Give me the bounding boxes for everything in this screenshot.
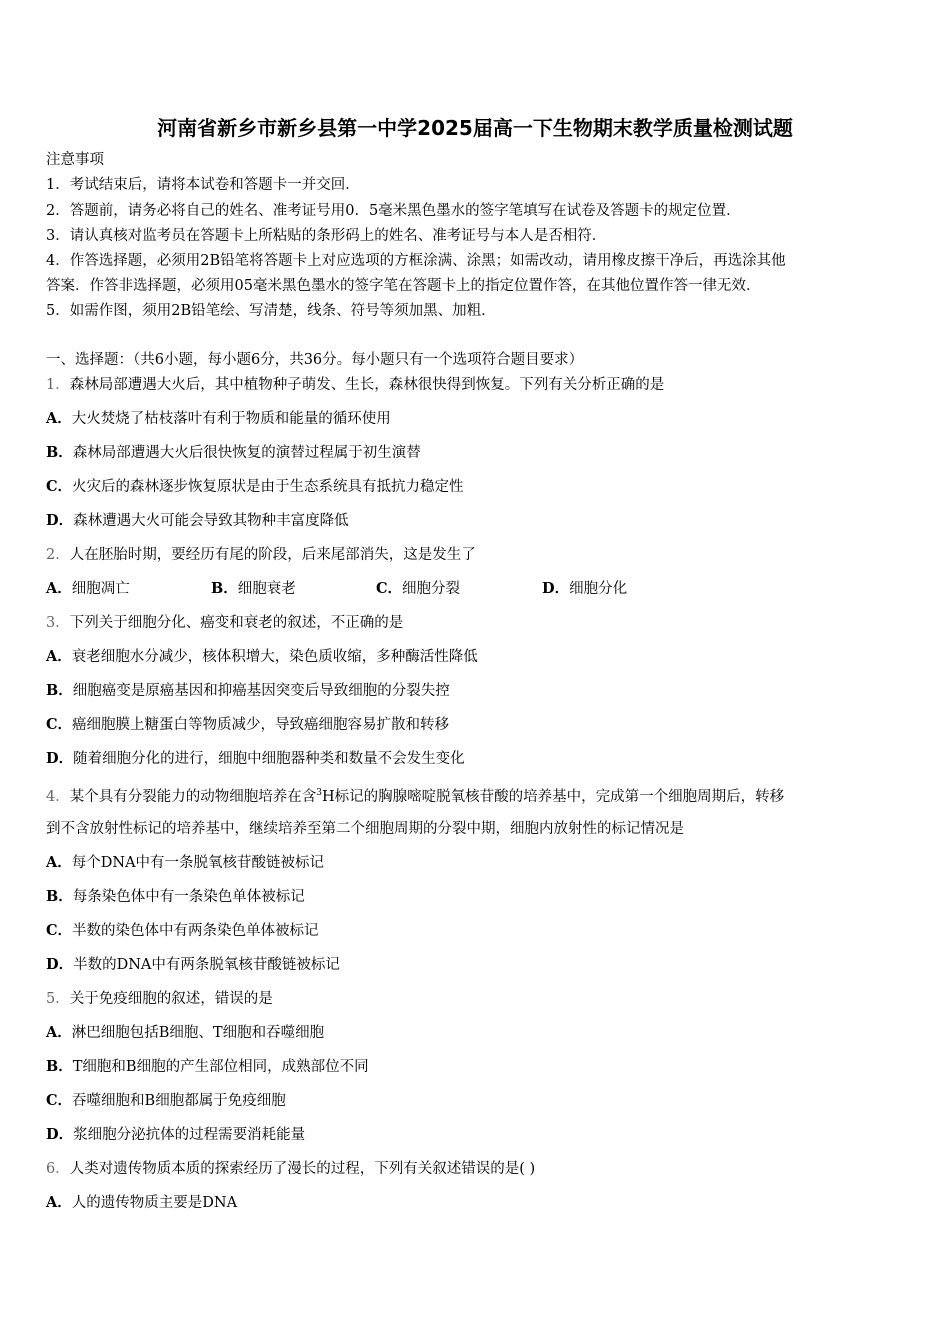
option-text: 吞噬细胞和B细胞都属于免疫细胞 (72, 1093, 286, 1109)
question-text: 人在胚胎时期，要经历有尾的阶段，后来尾部消失，这是发生了 (69, 547, 476, 563)
option-label: D． (46, 512, 74, 529)
option-text: 细胞衰老 (237, 581, 296, 597)
option-label: D． (46, 750, 74, 767)
question-6-stem (46, 1159, 535, 1179)
option-label: A． (46, 854, 72, 871)
option-text: 森林局部遭遇大火后很快恢复的演替过程属于初生演替 (72, 445, 421, 461)
option-label: C． (46, 478, 73, 495)
superscript: 3 (316, 788, 322, 798)
question-text: H标记的胸腺嘧啶脱氧核苷酸的培养基中，完成第一个细胞周期后，转移 (321, 789, 785, 805)
option-text: T细胞和B细胞的产生部位相同，成熟部位不同 (72, 1059, 369, 1075)
question-number: 5． (46, 991, 70, 1007)
option-label: C． (376, 580, 403, 597)
notice-item: 1．考试结束后，请将本试卷和答题卡一并交回． (46, 177, 360, 193)
option-text: 细胞癌变是原癌基因和抑癌基因突变后导致细胞的分裂失控 (72, 683, 450, 699)
option-label: A． (46, 1024, 72, 1041)
option-label: B． (211, 580, 238, 597)
option-text: 每个DNA中有一条脱氧核苷酸链被标记 (71, 855, 325, 871)
option-label: A． (46, 648, 72, 665)
page-title: 河南省新乡市新乡县第一中学2025届高一下生物期末教学质量检测试题 (157, 116, 793, 140)
option-text: 每条染色体中有一条染色单体被标记 (72, 889, 305, 905)
q5-option-b (46, 1057, 369, 1077)
option-label: B． (46, 888, 73, 905)
q2-option-b (211, 579, 296, 599)
question-4-stem (46, 783, 784, 807)
option-label: B． (46, 682, 73, 699)
option-label: C． (46, 716, 73, 733)
question-number: 3． (46, 615, 70, 631)
q1-option-d (46, 511, 349, 531)
q4-option-a (46, 853, 324, 873)
notice-item: 答案．作答非选择题，必须用05毫米黑色墨水的签字笔在答题卡上的指定位置作答，在其他位置作答一律无效． (46, 278, 761, 294)
option-text: 癌细胞膜上糖蛋白等物质减少，导致癌细胞容易扩散和转移 (72, 717, 450, 733)
q2-option-d (542, 579, 627, 599)
notice-item: 4．作答选择题，必须用2B铅笔将答题卡上对应选项的方框涂满、涂黑；如需改动，请用橡皮擦干净后，再选涂其他 (46, 253, 786, 269)
question-text: 人类对遗传物质本质的探索经历了漫长的过程，下列有关叙述错误的是( ) (69, 1161, 536, 1177)
option-text: 浆细胞分泌抗体的过程需要消耗能量 (73, 1127, 306, 1143)
question-number: 1． (46, 377, 70, 393)
question-2-stem (46, 545, 476, 565)
q2-option-c (376, 579, 460, 599)
q3-option-d (46, 749, 465, 769)
question-5-stem (46, 989, 273, 1009)
question-3-stem (46, 613, 403, 633)
option-text: 淋巴细胞包括B细胞、T细胞和吞噬细胞 (71, 1025, 325, 1041)
question-number: 6． (46, 1161, 70, 1177)
option-text: 细胞分裂 (402, 581, 461, 597)
question-text: 下列关于细胞分化、癌变和衰老的叙述，不正确的是 (69, 615, 404, 631)
option-text: 衰老细胞水分减少，核体积增大，染色质收缩，多种酶活性降低 (71, 649, 478, 665)
notice-item: 2．答题前，请务必将自己的姓名、准考证号用0．5毫米黑色墨水的签字笔填写在试卷及答题卡的规定位置． (46, 203, 741, 219)
question-number: 2． (46, 547, 70, 563)
option-text: 森林遭遇大火可能会导致其物种丰富度降低 (73, 513, 349, 529)
option-label: B． (46, 444, 73, 461)
question-4-stem-line2: 到不含放射性标记的培养基中，继续培养至第二个细胞周期的分裂中期，细胞内放射性的标记情况是 (46, 821, 684, 837)
option-text: 半数的DNA中有两条脱氧核苷酸链被标记 (73, 957, 340, 973)
q2-option-a (46, 579, 130, 599)
q4-option-d (46, 955, 340, 975)
option-label: B． (46, 1058, 73, 1075)
question-text: 关于免疫细胞的叙述，错误的是 (69, 991, 273, 1007)
notice-heading: 注意事项 (46, 152, 104, 168)
option-text: 半数的染色体中有两条染色单体被标记 (72, 923, 319, 939)
option-label: C． (46, 922, 73, 939)
q3-option-a (46, 647, 478, 667)
option-label: D． (46, 956, 74, 973)
option-label: A． (46, 580, 72, 597)
option-label: A． (46, 1194, 72, 1211)
q1-option-c (46, 477, 464, 497)
q5-option-d (46, 1125, 305, 1145)
option-text: 细胞分化 (569, 581, 628, 597)
question-text: 森林局部遭遇大火后，其中植物种子萌发、生长，森林很快得到恢复。下列有关分析正确的是 (69, 377, 665, 393)
option-label: A． (46, 410, 72, 427)
q5-option-c (46, 1091, 286, 1111)
option-text: 火灾后的森林逐步恢复原状是由于生态系统具有抵抗力稳定性 (72, 479, 464, 495)
question-number: 4． (46, 789, 70, 805)
q4-option-b (46, 887, 305, 907)
question-1-stem (46, 375, 664, 395)
option-label: D． (542, 580, 570, 597)
notice-item: 5．如需作图，须用2B铅笔绘、写清楚，线条、符号等须加黑、加粗． (46, 303, 496, 319)
q1-option-a (46, 409, 391, 429)
option-text: 人的遗传物质主要是DNA (71, 1195, 238, 1211)
option-text: 大火焚烧了枯枝落叶有利于物质和能量的循环使用 (71, 411, 391, 427)
q1-option-b (46, 443, 421, 463)
q3-option-b (46, 681, 450, 701)
q4-option-c (46, 921, 319, 941)
option-text: 细胞凋亡 (71, 581, 130, 597)
notice-item: 3．请认真核对监考员在答题卡上所粘贴的条形码上的姓名、准考证号与本人是否相符． (46, 228, 607, 244)
section-heading: 一、选择题：（共6小题，每小题6分，共36分。每小题只有一个选项符合题目要求） (46, 352, 584, 368)
q5-option-a (46, 1023, 324, 1043)
q3-option-c (46, 715, 449, 735)
question-text: 某个具有分裂能力的动物细胞培养在含 (69, 789, 317, 805)
q6-option-a (46, 1193, 237, 1213)
option-label: C． (46, 1092, 73, 1109)
option-text: 随着细胞分化的进行，细胞中细胞器种类和数量不会发生变化 (73, 751, 465, 767)
option-label: D． (46, 1126, 74, 1143)
